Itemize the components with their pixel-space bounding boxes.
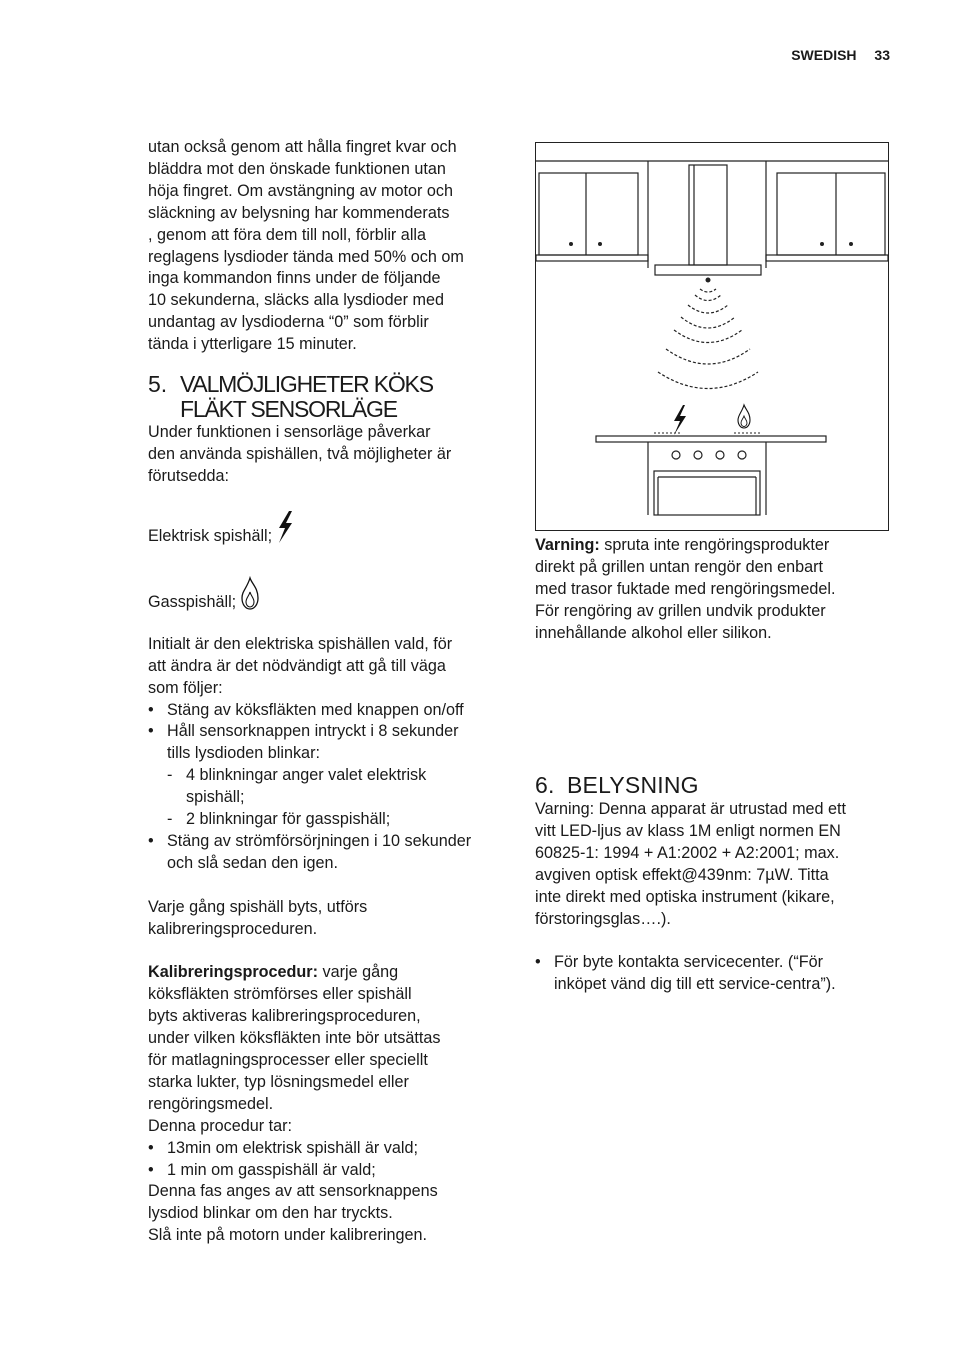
section-title: BELYSNING — [567, 772, 699, 798]
section-5-intro — [148, 422, 508, 488]
text-line: för matlagningsprocesser eller speciellt — [148, 1050, 428, 1069]
warning-text: spruta inte rengöringsprodukter — [599, 536, 830, 554]
text-line: Slå inte på motorn under kalibreringen. — [148, 1226, 427, 1245]
substep-text: spishäll; — [186, 788, 245, 807]
text-line: förstoringsglas….). — [535, 909, 671, 928]
duration-list — [148, 1138, 508, 1182]
step-text: • Stäng av strömförsörjningen i 10 sekunder — [167, 831, 472, 850]
warning-label: Varning: — [535, 536, 600, 554]
duration-text: 1 min om gasspishäll är vald; — [167, 1160, 376, 1179]
list-item — [148, 1160, 508, 1182]
text-line: vitt LED-ljus av klass 1M enligt normen EN — [535, 821, 841, 840]
text-line: innehållande alkohol eller silikon. — [535, 623, 772, 642]
text-line: rengöringsmedel. — [148, 1094, 274, 1113]
list-item — [148, 809, 508, 831]
text-line: den använda spishällen, två möjligheter är — [148, 444, 452, 463]
section-6-heading — [535, 771, 895, 799]
list-item — [148, 765, 508, 809]
lightning-bolt-icon — [276, 510, 294, 544]
list-item — [148, 721, 508, 765]
step-text: tills lysdioden blinkar: — [167, 744, 320, 763]
text-line: 10 sekunderna, släcks alla lysdioder med — [148, 291, 445, 310]
page-header — [791, 47, 890, 63]
list-item — [535, 952, 895, 996]
text-line: 60825-1: 1994 + A1:2002 + A2:2001; max. — [535, 843, 840, 862]
language-label: SWEDISH — [791, 47, 857, 63]
text-line: , genom att föra dem till noll, förblir alla — [148, 225, 427, 244]
text-line — [535, 535, 895, 557]
calibration-label: Kalibreringsprocedur: — [148, 963, 319, 982]
substep-text: 2 blinkningar för gasspishäll; — [186, 810, 391, 829]
substep-text: - 4 blinkningar anger valet elektrisk — [186, 766, 427, 785]
list-item — [148, 700, 508, 722]
step-text: och slå sedan den igen. — [167, 853, 338, 872]
calibration-paragraph — [148, 962, 508, 1137]
service-text: • För byte kontakta servicecenter. (“För — [554, 953, 823, 972]
text-line: att ändra är det nödvändigt att gå till väga — [148, 656, 446, 675]
section-number: 5. — [148, 371, 168, 398]
text-line: inte direkt med optiska instrument (kikare, — [535, 887, 835, 906]
text-line: Varje gång spishäll byts, utförs — [148, 897, 368, 916]
electric-label: Elektrisk spishäll; — [148, 526, 273, 545]
service-list — [535, 952, 895, 996]
section-6-text — [535, 799, 895, 930]
section-title-line: VALMÖJLIGHETER KÖKS — [180, 371, 433, 398]
intro-paragraph — [148, 137, 508, 356]
text-line: släckning av belysning har kommenderats — [148, 203, 450, 222]
step-text: • Håll sensorknappen intryckt i 8 sekunder — [167, 722, 459, 741]
text-line: avgiven optisk effekt@439nm: 7µW. Titta — [535, 865, 829, 884]
steps-list-cont — [148, 831, 508, 875]
left-column — [148, 137, 508, 1247]
text-line: reglagens lysdioder tända med 50% och om — [148, 247, 464, 266]
electric-option — [148, 510, 508, 548]
list-item — [148, 831, 508, 875]
text-line: lysdiod blinkar om den har tryckts. — [148, 1204, 393, 1223]
text-line: direkt på grillen untan rengör den enbart — [535, 557, 823, 576]
initial-paragraph — [148, 634, 508, 700]
final-paragraph — [148, 1181, 508, 1247]
text-line: under vilken köksfläkten inte bör utsättas — [148, 1029, 441, 1048]
change-paragraph — [148, 897, 508, 941]
kitchen-diagram — [536, 143, 888, 530]
text-line: tända i ytterligare 15 minuter. — [148, 335, 357, 354]
text-line: Initialt är den elektriska spishällen vald, för — [148, 634, 453, 653]
gas-label: Gasspishäll; — [148, 592, 237, 611]
section-title-line: FLÄKT SENSORLÄGE — [180, 396, 397, 423]
text-line: med trasor fuktade med rengöringsmedel. — [535, 579, 836, 598]
text-line: bläddra mot den önskade funktionen utan — [148, 159, 446, 178]
hood-sensor-illustration — [535, 142, 889, 531]
text-line: köksfläkten strömförses eller spishäll — [148, 985, 412, 1004]
text-line: För rengöring av grillen undvik produkter — [535, 601, 826, 620]
text-line: byts aktiveras kalibreringsproceduren, — [148, 1007, 421, 1026]
text-line: förutsedda: — [148, 466, 229, 485]
gas-flame-icon — [240, 576, 260, 612]
substeps-list — [148, 765, 508, 831]
steps-list — [148, 700, 508, 766]
text-line: Denna procedur tar: — [148, 1116, 292, 1135]
text-line: starka lukter, typ lösningsmedel eller — [148, 1072, 409, 1091]
text-line — [148, 962, 508, 984]
text-line: kalibreringsproceduren. — [148, 919, 318, 938]
calibration-text: varje gång — [318, 963, 399, 982]
service-text: inköpet vänd dig till ett service-centra”). — [554, 975, 836, 994]
section-number: 6. — [535, 772, 555, 798]
page-number: 33 — [874, 47, 890, 63]
warning-paragraph — [535, 535, 895, 645]
text-line: utan också genom att hålla fingret kvar och — [148, 138, 457, 156]
step-text: Stäng av köksfläkten med knappen on/off — [167, 700, 464, 719]
text-line: inga kommandon finns under de följande — [148, 269, 441, 288]
text-line: Denna fas anges av att sensorknappens — [148, 1182, 438, 1201]
text-line: Under funktionen i sensorläge påverkar — [148, 423, 431, 442]
list-item — [148, 1138, 508, 1160]
text-line: höja fingret. Om avstängning av motor och — [148, 181, 454, 200]
section-5-heading — [148, 372, 508, 422]
text-line: undantag av lysdioderna “0” som förblir — [148, 313, 429, 332]
text-line: som följer: — [148, 678, 223, 697]
duration-text: 13min om elektrisk spishäll är vald; — [167, 1138, 419, 1157]
text-line: Varning: Denna apparat är utrustad med ett — [535, 800, 847, 818]
gas-option — [148, 576, 508, 614]
section-6 — [535, 771, 895, 996]
